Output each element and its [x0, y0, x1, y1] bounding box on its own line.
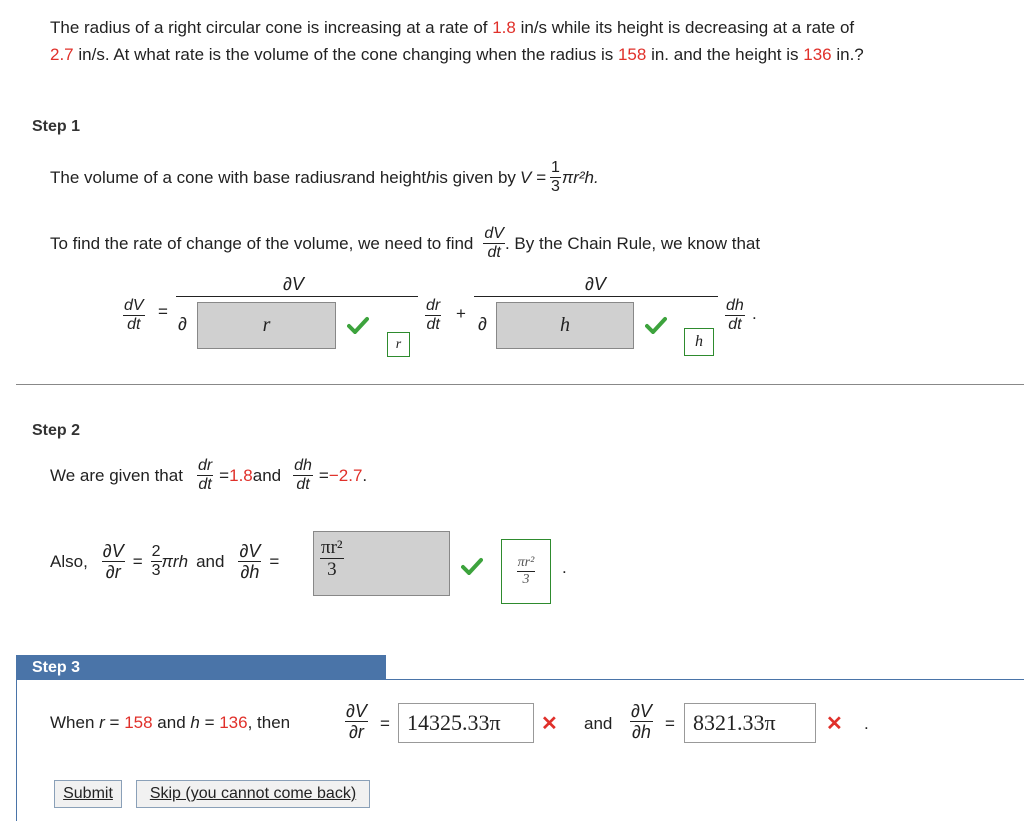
problem-text	[50, 14, 864, 68]
dV-dh-fraction: $\frac{\partial V}{\partial h}$	[239, 541, 261, 582]
skip-button[interactable]: Skip (you cannot come back)	[136, 780, 370, 808]
dV-dt-fraction: $\frac{dV}{dt}$	[484, 225, 504, 261]
step3-line: When r = 158 and h = 136, then	[50, 713, 291, 732]
radius-value: 158	[617, 45, 647, 64]
step3-left-border	[16, 680, 17, 821]
partial-symbol-2: ∂	[478, 314, 487, 334]
height-value: 136	[803, 45, 832, 64]
rate-r-value: 1.8	[492, 18, 516, 37]
answer-box-dV-dr[interactable]: r	[197, 302, 336, 349]
fraction-bar-1	[176, 296, 418, 297]
correct-answer-pi-r2-over-3: $\frac{\text{πr²}}{3}$	[501, 539, 551, 604]
dr-dt-fraction: $\frac{dr}{dt}$	[426, 297, 441, 333]
dh-dt-fraction: $\frac{dh}{dt}$	[294, 457, 312, 493]
fraction-bar-2	[474, 296, 718, 297]
correct-answer-r: r	[387, 332, 410, 357]
dh-dt-fraction: $\frac{dh}{dt}$	[726, 297, 744, 333]
correct-answer-h: h	[684, 328, 714, 356]
h-value: 136	[219, 713, 248, 732]
submit-button[interactable]: Submit	[54, 780, 122, 808]
check-icon	[347, 316, 369, 334]
answer-input-dV-dh[interactable]: 8321.33π	[684, 703, 816, 743]
check-icon	[461, 557, 483, 575]
lhs-dV-dt: $\frac{dV}{dt}$	[124, 297, 144, 333]
given-rates-line: We are given that $\frac{dr}{dt}$ = 1.8 and $\frac{dh}{dt}$ = −2.7 .	[50, 457, 368, 493]
step3-rule	[386, 679, 1024, 680]
dV-dh-fraction: $\frac{\partial V}{\partial h}$	[631, 701, 652, 742]
step3-header: Step 3	[16, 655, 386, 680]
dV-dr-fraction: $\frac{\partial V}{\partial r}$	[102, 541, 124, 582]
dr-dt-value: 1.8	[229, 465, 253, 485]
answer-box-dV-dh-input[interactable]: $\frac{\text{πr²}}{3}$	[313, 531, 450, 596]
problem-line-2: 2.7 in/s. At what rate is the volume of the cone changing when the radius is 158 in. and the height is 136 in.?	[50, 45, 864, 64]
one-third-fraction: $\frac{1}{3}$	[550, 159, 560, 195]
partial-derivatives-line: Also, $\frac{\partial V}{\partial r}$ = $\frac{2}{3}$ πrh and $\frac{\partial V}{\partial h}$ =	[50, 541, 280, 582]
step1-title: Step 1	[32, 118, 81, 135]
step1-cone-volume-text: The volume of a cone with base radius r and height h is given by V = $\frac{1}{3}$ πr²h.	[50, 159, 599, 195]
step1-chain-rule-text: To find the rate of change of the volume, we need to find $\frac{dV}{dt}$ . By the Chain Rule, we know that	[50, 225, 761, 261]
dh-dt-value: −2.7	[328, 465, 363, 485]
partial-V-numerator-2: ∂V	[585, 274, 606, 294]
incorrect-x-icon: ✕	[541, 713, 558, 735]
check-icon	[645, 316, 667, 334]
rate-h-value: 2.7	[50, 45, 74, 64]
partial-symbol-1: ∂	[178, 314, 187, 334]
step2-title: Step 2	[32, 422, 81, 439]
r-value: 158	[124, 713, 153, 732]
two-thirds-fraction: $\frac{2}{3}$	[151, 543, 161, 579]
problem-line-1: The radius of a right circular cone is increasing at a rate of 1.8 in/s while its height is decreasing at a rate of	[50, 18, 855, 37]
answer-input-dV-dr[interactable]: 14325.33π	[398, 703, 534, 743]
partial-V-numerator-1: ∂V	[283, 274, 304, 294]
dr-dt-fraction: $\frac{dr}{dt}$	[197, 457, 213, 493]
incorrect-x-icon: ✕	[826, 713, 843, 735]
answer-box-dV-dh[interactable]: h	[496, 302, 634, 349]
dV-dr-fraction: $\frac{\partial V}{\partial r}$	[346, 701, 367, 742]
step-divider	[16, 384, 1024, 385]
